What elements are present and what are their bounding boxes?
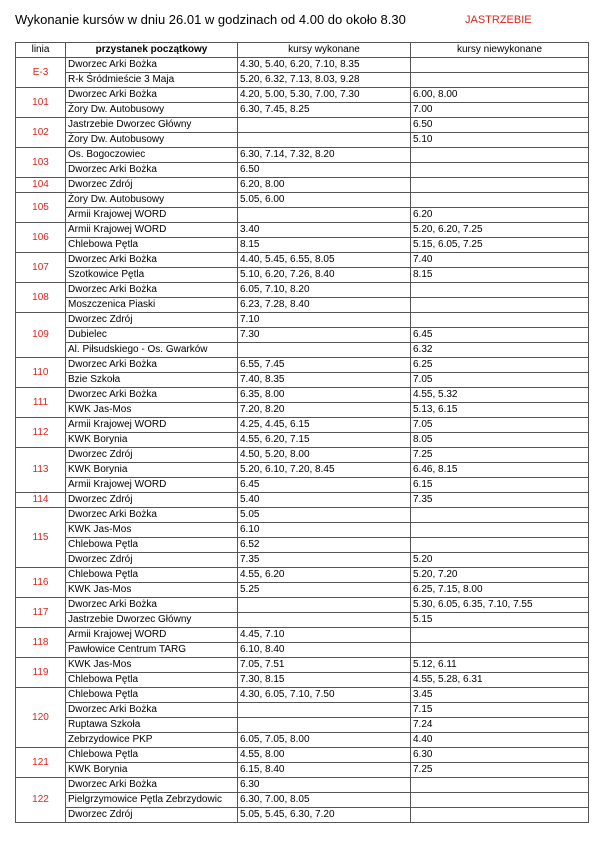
completed-runs — [238, 718, 411, 733]
completed-runs: 5.10, 6.20, 7.26, 8.40 — [238, 268, 411, 283]
table-row — [16, 673, 589, 688]
completed-runs: 4.40, 5.45, 6.55, 8.05 — [238, 253, 411, 268]
missed-runs — [411, 538, 589, 553]
stop-name: Jastrzebie Dworzec Główny — [66, 613, 238, 628]
table-row — [16, 298, 589, 313]
completed-runs: 4.50, 5.20, 8.00 — [238, 448, 411, 463]
line-number: 121 — [16, 748, 66, 778]
stop-name: Żory Dw. Autobusowy — [66, 133, 238, 148]
completed-runs: 5.20, 6.10, 7.20, 8.45 — [238, 463, 411, 478]
stop-name: Os. Bogoczowiec — [66, 148, 238, 163]
stop-name: KWK Borynia — [66, 763, 238, 778]
header-stop: przystanek początkowy — [66, 43, 238, 58]
completed-runs: 6.30, 7.00, 8.05 — [238, 793, 411, 808]
line-number: 111 — [16, 388, 66, 418]
completed-runs — [238, 598, 411, 613]
completed-runs: 7.40, 8.35 — [238, 373, 411, 388]
stop-name: Dworzec Arki Bożka — [66, 253, 238, 268]
missed-runs — [411, 793, 589, 808]
table-row — [16, 778, 589, 793]
stop-name: Dworzec Zdrój — [66, 553, 238, 568]
stop-name: Jastrzebie Dworzec Główny — [66, 118, 238, 133]
schedule-body — [16, 58, 589, 823]
missed-runs: 6.25, 7.15, 8.00 — [411, 583, 589, 598]
completed-runs: 5.05, 5.45, 6.30, 7.20 — [238, 808, 411, 823]
missed-runs — [411, 313, 589, 328]
missed-runs — [411, 148, 589, 163]
stop-name: Al. Piłsudskiego - Os. Gwarków — [66, 343, 238, 358]
missed-runs: 6.45 — [411, 328, 589, 343]
missed-runs: 8.05 — [411, 433, 589, 448]
table-row — [16, 238, 589, 253]
missed-runs: 7.25 — [411, 448, 589, 463]
missed-runs: 7.15 — [411, 703, 589, 718]
missed-runs — [411, 58, 589, 73]
stop-name: Szotkowice Pętla — [66, 268, 238, 283]
completed-runs: 4.45, 7.10 — [238, 628, 411, 643]
stop-name: Dworzec Arki Bożka — [66, 598, 238, 613]
table-row — [16, 808, 589, 823]
line-number: 109 — [16, 313, 66, 358]
missed-runs: 6.25 — [411, 358, 589, 373]
stop-name: Dworzec Zdrój — [66, 313, 238, 328]
line-number: 115 — [16, 508, 66, 568]
line-number: 113 — [16, 448, 66, 493]
table-row — [16, 73, 589, 88]
line-number: 105 — [16, 193, 66, 223]
missed-runs: 7.40 — [411, 253, 589, 268]
missed-runs: 7.25 — [411, 763, 589, 778]
stop-name: Zebrzydowice PKP — [66, 733, 238, 748]
stop-name: Dworzec Zdrój — [66, 448, 238, 463]
missed-runs: 5.30, 6.05, 6.35, 7.10, 7.55 — [411, 598, 589, 613]
stop-name: KWK Jas-Mos — [66, 523, 238, 538]
completed-runs: 8.15 — [238, 238, 411, 253]
missed-runs — [411, 643, 589, 658]
missed-runs — [411, 628, 589, 643]
stop-name: Armii Krajowej WORD — [66, 478, 238, 493]
table-row — [16, 148, 589, 163]
completed-runs: 7.10 — [238, 313, 411, 328]
stop-name: Dworzec Zdrój — [66, 178, 238, 193]
missed-runs: 5.15 — [411, 613, 589, 628]
table-row — [16, 658, 589, 673]
header-done: kursy wykonane — [238, 43, 411, 58]
table-row — [16, 763, 589, 778]
completed-runs: 5.40 — [238, 493, 411, 508]
completed-runs: 7.05, 7.51 — [238, 658, 411, 673]
table-row — [16, 433, 589, 448]
header-notdone: kursy niewykonane — [411, 43, 589, 58]
completed-runs: 7.30 — [238, 328, 411, 343]
line-number: 110 — [16, 358, 66, 388]
completed-runs: 7.30, 8.15 — [238, 673, 411, 688]
line-number: 101 — [16, 88, 66, 118]
table-row — [16, 793, 589, 808]
stop-name: Chlebowa Pętla — [66, 688, 238, 703]
table-row — [16, 508, 589, 523]
completed-runs: 6.10, 8.40 — [238, 643, 411, 658]
completed-runs: 4.30, 6.05, 7.10, 7.50 — [238, 688, 411, 703]
completed-runs: 5.05 — [238, 508, 411, 523]
completed-runs — [238, 613, 411, 628]
line-number: 118 — [16, 628, 66, 658]
line-number: 107 — [16, 253, 66, 283]
stop-name: KWK Jas-Mos — [66, 403, 238, 418]
missed-runs: 5.13, 6.15 — [411, 403, 589, 418]
stop-name: Dworzec Arki Bożka — [66, 88, 238, 103]
missed-runs: 5.10 — [411, 133, 589, 148]
missed-runs — [411, 163, 589, 178]
table-row — [16, 553, 589, 568]
completed-runs — [238, 118, 411, 133]
completed-runs: 6.30, 7.45, 8.25 — [238, 103, 411, 118]
table-row — [16, 133, 589, 148]
header-row — [16, 43, 589, 58]
stop-name: Armii Krajowej WORD — [66, 223, 238, 238]
stop-name: KWK Jas-Mos — [66, 583, 238, 598]
line-number: 114 — [16, 493, 66, 508]
line-number: 106 — [16, 223, 66, 253]
missed-runs — [411, 193, 589, 208]
line-number: 103 — [16, 148, 66, 178]
completed-runs — [238, 133, 411, 148]
city-label: JASTRZEBIE — [465, 14, 532, 26]
missed-runs: 3.45 — [411, 688, 589, 703]
completed-runs: 6.15, 8.40 — [238, 763, 411, 778]
completed-runs: 7.35 — [238, 553, 411, 568]
missed-runs: 4.40 — [411, 733, 589, 748]
completed-runs: 6.05, 7.10, 8.20 — [238, 283, 411, 298]
table-row — [16, 88, 589, 103]
stop-name: Dworzec Zdrój — [66, 808, 238, 823]
missed-runs: 4.55, 5.28, 6.31 — [411, 673, 589, 688]
table-row — [16, 718, 589, 733]
missed-runs: 7.00 — [411, 103, 589, 118]
completed-runs: 6.45 — [238, 478, 411, 493]
table-row — [16, 208, 589, 223]
stop-name: Dworzec Arki Bożka — [66, 283, 238, 298]
line-number: 102 — [16, 118, 66, 148]
missed-runs: 7.05 — [411, 373, 589, 388]
stop-name: Armii Krajowej WORD — [66, 628, 238, 643]
table-row — [16, 523, 589, 538]
stop-name: Dworzec Arki Bożka — [66, 508, 238, 523]
page-title: Wykonanie kursów w dniu 26.01 w godzinach od 4.00 do około 8.30 — [15, 12, 406, 27]
line-number: 112 — [16, 418, 66, 448]
table-row — [16, 583, 589, 598]
table-row — [16, 103, 589, 118]
table-row — [16, 628, 589, 643]
table-row — [16, 463, 589, 478]
missed-runs: 5.20, 6.20, 7.25 — [411, 223, 589, 238]
missed-runs: 6.00, 8.00 — [411, 88, 589, 103]
table-row — [16, 388, 589, 403]
stop-name: Chlebowa Pętla — [66, 538, 238, 553]
missed-runs: 5.12, 6.11 — [411, 658, 589, 673]
table-row — [16, 688, 589, 703]
table-row — [16, 118, 589, 133]
stop-name: Dubielec — [66, 328, 238, 343]
stop-name: Chlebowa Pętla — [66, 238, 238, 253]
table-row — [16, 178, 589, 193]
stop-name: Dworzec Arki Bożka — [66, 163, 238, 178]
table-row — [16, 268, 589, 283]
completed-runs: 6.35, 8.00 — [238, 388, 411, 403]
stop-name: Dworzec Arki Bożka — [66, 58, 238, 73]
completed-runs: 7.20, 8.20 — [238, 403, 411, 418]
completed-runs: 6.50 — [238, 163, 411, 178]
completed-runs: 6.52 — [238, 538, 411, 553]
completed-runs: 4.20, 5.00, 5.30, 7.00, 7.30 — [238, 88, 411, 103]
table-row — [16, 568, 589, 583]
completed-runs: 3.40 — [238, 223, 411, 238]
table-row — [16, 613, 589, 628]
missed-runs: 6.46, 8.15 — [411, 463, 589, 478]
completed-runs: 5.20, 6.32, 7.13, 8.03, 9.28 — [238, 73, 411, 88]
line-number: 120 — [16, 688, 66, 748]
missed-runs: 6.50 — [411, 118, 589, 133]
missed-runs: 6.32 — [411, 343, 589, 358]
completed-runs — [238, 208, 411, 223]
stop-name: Dworzec Arki Bożka — [66, 388, 238, 403]
stop-name: Pawłowice Centrum TARG — [66, 643, 238, 658]
missed-runs — [411, 508, 589, 523]
missed-runs: 5.20 — [411, 553, 589, 568]
line-number: 122 — [16, 778, 66, 823]
missed-runs: 7.24 — [411, 718, 589, 733]
missed-runs — [411, 808, 589, 823]
stop-name: Dworzec Arki Bożka — [66, 778, 238, 793]
stop-name: KWK Borynia — [66, 463, 238, 478]
missed-runs — [411, 298, 589, 313]
line-number: 117 — [16, 598, 66, 628]
stop-name: Armii Krajowej WORD — [66, 208, 238, 223]
stop-name: Ruptawa Szkoła — [66, 718, 238, 733]
table-row — [16, 403, 589, 418]
table-row — [16, 253, 589, 268]
table-row — [16, 193, 589, 208]
completed-runs: 6.23, 7.28, 8.40 — [238, 298, 411, 313]
completed-runs — [238, 343, 411, 358]
missed-runs — [411, 778, 589, 793]
completed-runs: 6.30 — [238, 778, 411, 793]
completed-runs: 4.25, 4.45, 6.15 — [238, 418, 411, 433]
table-row — [16, 643, 589, 658]
table-row — [16, 163, 589, 178]
missed-runs: 6.30 — [411, 748, 589, 763]
completed-runs: 5.25 — [238, 583, 411, 598]
missed-runs: 8.15 — [411, 268, 589, 283]
stop-name: Żory Dw. Autobusowy — [66, 193, 238, 208]
completed-runs — [238, 703, 411, 718]
stop-name: Chlebowa Pętla — [66, 673, 238, 688]
missed-runs — [411, 73, 589, 88]
table-row — [16, 493, 589, 508]
stop-name: Bzie Szkoła — [66, 373, 238, 388]
table-row — [16, 343, 589, 358]
stop-name: Chlebowa Pętla — [66, 748, 238, 763]
line-number: 116 — [16, 568, 66, 598]
table-row — [16, 538, 589, 553]
missed-runs: 5.15, 6.05, 7.25 — [411, 238, 589, 253]
table-row — [16, 703, 589, 718]
completed-runs: 6.55, 7.45 — [238, 358, 411, 373]
table-row — [16, 328, 589, 343]
completed-runs: 4.55, 6.20 — [238, 568, 411, 583]
stop-name: Chlebowa Pętla — [66, 568, 238, 583]
table-row — [16, 448, 589, 463]
table-row — [16, 418, 589, 433]
stop-name: KWK Borynia — [66, 433, 238, 448]
table-row — [16, 373, 589, 388]
table-row — [16, 223, 589, 238]
missed-runs — [411, 283, 589, 298]
schedule-table — [15, 42, 589, 823]
table-row — [16, 478, 589, 493]
missed-runs: 7.35 — [411, 493, 589, 508]
stop-name: Dworzec Zdrój — [66, 493, 238, 508]
stop-name: Pielgrzymowice Pętla Zebrzydowic — [66, 793, 238, 808]
table-row — [16, 58, 589, 73]
completed-runs: 6.20, 8.00 — [238, 178, 411, 193]
stop-name: Dworzec Arki Bożka — [66, 703, 238, 718]
line-number: 119 — [16, 658, 66, 688]
stop-name: KWK Jas-Mos — [66, 658, 238, 673]
stop-name: Moszczenica Piaski — [66, 298, 238, 313]
table-row — [16, 733, 589, 748]
completed-runs: 6.30, 7.14, 7.32, 8.20 — [238, 148, 411, 163]
missed-runs — [411, 523, 589, 538]
completed-runs: 4.55, 6.20, 7.15 — [238, 433, 411, 448]
table-row — [16, 748, 589, 763]
table-row — [16, 283, 589, 298]
missed-runs: 5.20, 7.20 — [411, 568, 589, 583]
stop-name: R-k Śródmieście 3 Maja — [66, 73, 238, 88]
stop-name: Armii Krajowej WORD — [66, 418, 238, 433]
completed-runs: 4.55, 8.00 — [238, 748, 411, 763]
header-line: linia — [16, 43, 66, 58]
line-number: 108 — [16, 283, 66, 313]
table-row — [16, 598, 589, 613]
completed-runs: 6.05, 7.05, 8.00 — [238, 733, 411, 748]
missed-runs: 6.20 — [411, 208, 589, 223]
stop-name: Żory Dw. Autobusowy — [66, 103, 238, 118]
completed-runs: 6.10 — [238, 523, 411, 538]
missed-runs: 4.55, 5.32 — [411, 388, 589, 403]
missed-runs: 7.05 — [411, 418, 589, 433]
missed-runs: 6.15 — [411, 478, 589, 493]
line-number: 104 — [16, 178, 66, 193]
missed-runs — [411, 178, 589, 193]
stop-name: Dworzec Arki Bożka — [66, 358, 238, 373]
completed-runs: 5.05, 6.00 — [238, 193, 411, 208]
table-row — [16, 313, 589, 328]
table-row — [16, 358, 589, 373]
completed-runs: 4.30, 5.40, 6.20, 7.10, 8.35 — [238, 58, 411, 73]
line-number: E-3 — [16, 58, 66, 88]
